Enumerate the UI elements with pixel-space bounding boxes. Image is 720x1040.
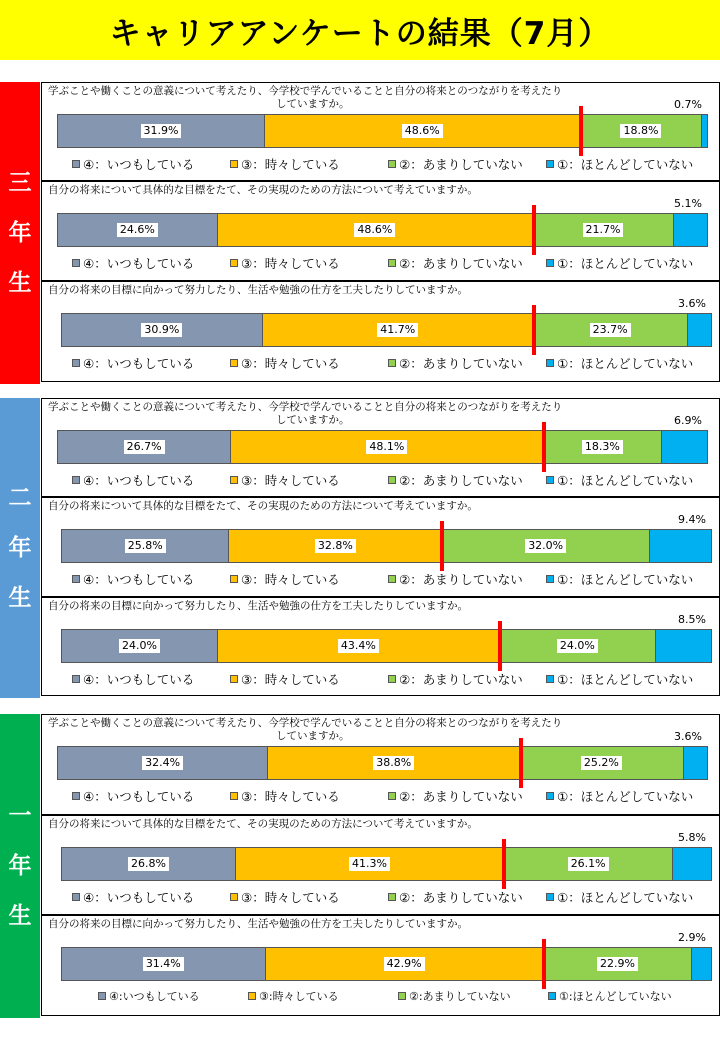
legend-swatch (98, 992, 106, 1000)
question-line: 自分の将来について具体的な目標をたて、その実現のための方法について考えていますか。 (48, 184, 478, 196)
legend-label: ③：時々している (241, 157, 340, 172)
question-line: 自分の将来について具体的な目標をたて、その実現のための方法について考えていますか。 (48, 500, 478, 512)
legend-item (230, 670, 388, 688)
legend-swatch (388, 792, 396, 800)
legend-item (546, 354, 704, 372)
legend-label: ④:いつもしている (109, 990, 200, 1003)
legend-label: ①：ほとんどしていない (557, 789, 694, 804)
bar-segment-2 (544, 948, 692, 980)
legend-label: ①：ほとんどしていない (557, 672, 694, 687)
question-panel-q2 (41, 181, 720, 281)
legend-item (230, 471, 388, 489)
legend-swatch (546, 893, 554, 901)
legend (72, 570, 704, 588)
question-line: 自分の将来について具体的な目標をたて、その実現のための方法について考えていますか。 (48, 818, 478, 830)
legend-swatch (230, 675, 238, 683)
data-label-small: 3.6% (678, 297, 706, 310)
bar-segment-3 (231, 431, 543, 463)
legend-label: ①：ほとんどしていない (557, 256, 694, 271)
data-label: 22.9% (597, 957, 638, 971)
legend-swatch (388, 160, 396, 168)
data-label-small: 0.7% (674, 98, 702, 111)
legend-swatch (388, 476, 396, 484)
legend-item (388, 155, 546, 173)
legend-item (548, 988, 698, 1004)
legend-swatch (72, 160, 80, 168)
question-line: 学ぶことや働くことの意義について考えたり、今学校で学んでいることと自分の将来とのつながりを考えたり (48, 717, 563, 729)
data-label: 38.8% (373, 756, 414, 770)
legend-item (388, 670, 546, 688)
legend-item (546, 570, 704, 588)
stacked-bar (61, 529, 712, 563)
legend-swatch (548, 992, 556, 1000)
bar-segment-4 (62, 314, 263, 346)
bar-segment-2 (543, 431, 662, 463)
legend-label: ②：あまりしていない (399, 356, 523, 371)
question-line: していますか。 (276, 730, 350, 742)
section-grade3 (0, 82, 720, 384)
legend-label: ①：ほとんどしていない (557, 157, 694, 172)
bar-segment-1 (692, 948, 711, 980)
legend (72, 670, 704, 688)
legend-swatch (72, 893, 80, 901)
bar-segment-2 (580, 115, 702, 147)
stacked-bar (61, 313, 712, 347)
bar-segment-3 (229, 530, 442, 562)
bar-segment-3 (265, 115, 580, 147)
grade-char: 一 (8, 803, 32, 829)
legend-swatch (230, 575, 238, 583)
legend-label: ③：時々している (241, 473, 340, 488)
legend-item (388, 888, 546, 906)
legend-item (388, 570, 546, 588)
legend-swatch (230, 893, 238, 901)
legend-swatch (546, 160, 554, 168)
legend-swatch (388, 675, 396, 683)
question-text (48, 85, 588, 111)
data-label: 21.7% (583, 223, 624, 237)
legend-swatch (388, 575, 396, 583)
legend-swatch (248, 992, 256, 1000)
question-text (48, 184, 588, 197)
bar-segment-1 (673, 848, 711, 880)
legend-label: ②:あまりしていない (409, 990, 511, 1003)
bar-segment-4 (58, 747, 268, 779)
question-panel-q1 (41, 398, 720, 497)
section-grade2 (0, 398, 720, 698)
bar-segment-3 (218, 630, 500, 662)
data-label: 43.4% (338, 639, 379, 653)
legend-label: ③：時々している (241, 572, 340, 587)
legend-label: ③：時々している (241, 672, 340, 687)
legend (72, 155, 704, 173)
data-label: 26.8% (128, 857, 169, 871)
legend-item (546, 155, 704, 173)
legend-label: ②：あまりしていない (399, 473, 523, 488)
legend-swatch (230, 476, 238, 484)
data-label: 26.1% (568, 857, 609, 871)
legend-label: ④：いつもしている (83, 157, 195, 172)
grade-label-grade2 (0, 398, 40, 698)
legend-label: ④：いつもしている (83, 572, 195, 587)
data-label: 24.6% (117, 223, 158, 237)
threshold-marker (440, 521, 444, 571)
threshold-marker (532, 205, 536, 255)
question-text (48, 500, 588, 513)
bar-segment-1 (650, 530, 711, 562)
legend-label: ④：いつもしている (83, 672, 195, 687)
legend-item (72, 888, 230, 906)
data-label: 18.3% (582, 440, 623, 454)
legend-item (230, 155, 388, 173)
legend-swatch (72, 792, 80, 800)
legend-item (248, 988, 398, 1004)
stacked-bar (61, 847, 712, 881)
question-text (48, 717, 588, 743)
grade-char: 年 (8, 853, 32, 879)
bar-segment-1 (688, 314, 711, 346)
bar-segment-3 (268, 747, 520, 779)
question-line: 学ぶことや働くことの意義について考えたり、今学校で学んでいることと自分の将来とのつながりを考えたり (48, 401, 563, 413)
legend-label: ③：時々している (241, 356, 340, 371)
legend-item (230, 888, 388, 906)
legend-label: ④：いつもしている (83, 890, 195, 905)
legend-label: ②：あまりしていない (399, 572, 523, 587)
legend-item (388, 471, 546, 489)
bar-segment-3 (218, 214, 533, 246)
grade-char: 生 (8, 585, 32, 611)
bar-segment-3 (266, 948, 544, 980)
data-label: 18.8% (620, 124, 661, 138)
legend-swatch (72, 476, 80, 484)
legend-label: ②：あまりしていない (399, 157, 523, 172)
bar-segment-1 (662, 431, 707, 463)
question-line: していますか。 (276, 414, 350, 426)
data-label-small: 3.6% (674, 730, 702, 743)
question-text (48, 818, 588, 831)
question-line: 自分の将来の目標に向かって努力したり、生活や勉強の仕方を工夫したりしていますか。 (48, 600, 468, 612)
legend-item (546, 670, 704, 688)
question-text (48, 918, 588, 931)
legend-label: ①：ほとんどしていない (557, 890, 694, 905)
data-label: 32.4% (142, 756, 183, 770)
legend-item (72, 570, 230, 588)
legend-item (388, 787, 546, 805)
question-panel-q2 (41, 815, 720, 915)
bar-segment-4 (58, 431, 231, 463)
threshold-marker (498, 621, 502, 671)
grade-label-grade1 (0, 714, 40, 1018)
section-grade1 (0, 714, 720, 1018)
threshold-marker (502, 839, 506, 889)
bar-segment-4 (62, 848, 236, 880)
legend-swatch (72, 675, 80, 683)
legend-swatch (546, 792, 554, 800)
data-label: 48.1% (366, 440, 407, 454)
question-panel-q1 (41, 82, 720, 181)
threshold-marker (542, 422, 546, 472)
bar-segment-3 (236, 848, 504, 880)
legend-item (230, 787, 388, 805)
stacked-bar (57, 746, 708, 780)
legend-label: ①:ほとんどしていない (559, 990, 672, 1003)
data-label-small: 9.4% (678, 513, 706, 526)
legend-label: ②：あまりしていない (399, 256, 523, 271)
legend-item (72, 471, 230, 489)
legend-label: ②：あまりしていない (399, 672, 523, 687)
stacked-bar (61, 629, 712, 663)
legend-swatch (230, 792, 238, 800)
data-label-small: 6.9% (674, 414, 702, 427)
legend (72, 787, 704, 805)
grade-char: 二 (8, 485, 32, 511)
bar-segment-2 (442, 530, 650, 562)
grade-char: 三 (8, 170, 32, 196)
question-panel-q3 (41, 281, 720, 382)
legend-swatch (546, 259, 554, 267)
data-label-small: 2.9% (678, 931, 706, 944)
bar-segment-2 (500, 630, 656, 662)
legend-label: ③：時々している (241, 256, 340, 271)
legend-swatch (230, 160, 238, 168)
legend-swatch (230, 359, 238, 367)
data-label: 41.3% (349, 857, 390, 871)
bar-segment-4 (62, 948, 266, 980)
data-label: 48.6% (354, 223, 395, 237)
data-label: 31.9% (141, 124, 182, 138)
bar-segment-2 (534, 314, 688, 346)
threshold-marker (519, 738, 523, 788)
legend (72, 471, 704, 489)
grade-char: 生 (8, 903, 32, 929)
legend-item (72, 254, 230, 272)
legend-swatch (398, 992, 406, 1000)
question-panel-q1 (41, 714, 720, 815)
legend-item (230, 354, 388, 372)
question-text (48, 600, 588, 613)
legend-label: ④：いつもしている (83, 256, 195, 271)
bar-segment-1 (684, 747, 707, 779)
bar-segment-4 (62, 630, 218, 662)
legend-swatch (546, 675, 554, 683)
question-line: 自分の将来の目標に向かって努力したり、生活や勉強の仕方を工夫したりしていますか。 (48, 284, 468, 296)
legend-label: ③:時々している (259, 990, 339, 1003)
data-label: 41.7% (377, 323, 418, 337)
question-text (48, 284, 588, 297)
stacked-bar (61, 947, 712, 981)
data-label-small: 8.5% (678, 613, 706, 626)
legend-swatch (72, 575, 80, 583)
legend-item (98, 988, 248, 1004)
bar-segment-1 (656, 630, 711, 662)
data-label: 25.8% (125, 539, 166, 553)
grade-char: 生 (8, 270, 32, 296)
legend-label: ④：いつもしている (83, 789, 195, 804)
legend-label: ①：ほとんどしていない (557, 356, 694, 371)
legend-item (230, 570, 388, 588)
threshold-marker (542, 939, 546, 989)
legend-item (546, 888, 704, 906)
data-label: 31.4% (143, 957, 184, 971)
legend-label: ④：いつもしている (83, 356, 195, 371)
legend-label: ④：いつもしている (83, 473, 195, 488)
data-label: 24.0% (557, 639, 598, 653)
page-title: キャリアアンケートの結果（7月） (0, 0, 720, 60)
legend-swatch (388, 359, 396, 367)
legend-item (72, 670, 230, 688)
legend-swatch (546, 476, 554, 484)
data-label: 48.6% (402, 124, 443, 138)
legend-item (546, 471, 704, 489)
legend-label: ①：ほとんどしていない (557, 572, 694, 587)
bar-segment-4 (62, 530, 229, 562)
legend-item (398, 988, 548, 1004)
legend-item (388, 254, 546, 272)
stacked-bar (57, 430, 708, 464)
data-label: 26.7% (124, 440, 165, 454)
threshold-marker (579, 106, 583, 156)
legend-swatch (72, 359, 80, 367)
legend-label: ②：あまりしていない (399, 789, 523, 804)
legend-item (72, 354, 230, 372)
question-line: していますか。 (276, 98, 350, 110)
bar-segment-1 (702, 115, 707, 147)
stacked-bar (57, 213, 708, 247)
legend-item (388, 354, 546, 372)
legend-label: ③：時々している (241, 789, 340, 804)
legend-label: ②：あまりしていない (399, 890, 523, 905)
question-panel-q3 (41, 915, 720, 1016)
data-label: 32.0% (525, 539, 566, 553)
legend-swatch (388, 259, 396, 267)
bar-segment-4 (58, 115, 265, 147)
stacked-bar (57, 114, 708, 148)
grade-char: 年 (8, 535, 32, 561)
legend-item (72, 787, 230, 805)
legend-swatch (388, 893, 396, 901)
question-line: 自分の将来の目標に向かって努力したり、生活や勉強の仕方を工夫したりしていますか。 (48, 918, 468, 930)
data-label: 24.0% (119, 639, 160, 653)
threshold-marker (532, 305, 536, 355)
grade-label-grade3 (0, 82, 40, 384)
bar-segment-2 (520, 747, 684, 779)
bar-segment-2 (533, 214, 674, 246)
legend-item (546, 254, 704, 272)
bar-segment-1 (674, 214, 707, 246)
question-line: 学ぶことや働くことの意義について考えたり、今学校で学んでいることと自分の将来とのつながりを考えたり (48, 85, 563, 97)
bar-segment-4 (58, 214, 218, 246)
bar-segment-2 (504, 848, 673, 880)
legend-label: ③：時々している (241, 890, 340, 905)
legend (72, 354, 704, 372)
legend-swatch (230, 259, 238, 267)
legend-swatch (546, 575, 554, 583)
question-text (48, 401, 588, 427)
data-label: 25.2% (581, 756, 622, 770)
legend-item (72, 155, 230, 173)
data-label: 30.9% (141, 323, 182, 337)
data-label: 23.7% (590, 323, 631, 337)
legend (72, 888, 704, 906)
legend-swatch (72, 259, 80, 267)
legend-item (230, 254, 388, 272)
data-label: 32.8% (315, 539, 356, 553)
bar-segment-3 (263, 314, 534, 346)
grade-char: 年 (8, 220, 32, 246)
data-label-small: 5.8% (678, 831, 706, 844)
legend-label: ①：ほとんどしていない (557, 473, 694, 488)
legend (72, 254, 704, 272)
data-label: 42.9% (384, 957, 425, 971)
legend (98, 988, 698, 1004)
legend-swatch (546, 359, 554, 367)
question-panel-q2 (41, 497, 720, 597)
question-panel-q3 (41, 597, 720, 696)
legend-item (546, 787, 704, 805)
data-label-small: 5.1% (674, 197, 702, 210)
